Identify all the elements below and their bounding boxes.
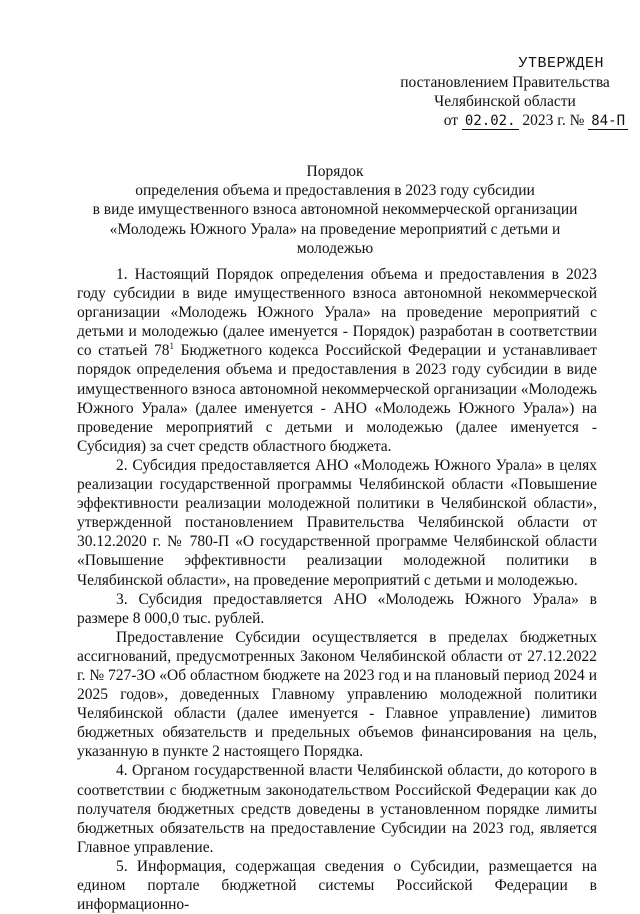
approval-year-label: 2023 г. № [522,112,585,129]
paragraph-1-part-b: Бюджетного кодекса Российской Федерации и устанавливает порядок определения объема и предоставления в 2023 году субсидии в виде имущественного взноса автономной некоммерческой организации «Молодежь Южного Урала» (далее именуется - АНО «Молодежь Южного Урала») на проведение мероприятий с детьми и молодежью (далее именуется - Субсидия) за счет средств областного бюджета. [77,342,598,455]
approval-line-1: постановлением Правительства [400,74,610,91]
title-line-2: определения объема и предоставления в 2023 году субсидии [135,182,535,200]
approval-from-label: от [443,112,459,129]
approval-date-line [380,111,630,130]
paragraph-4: 4. Органом государственной власти Челябинской области, до которого в соответствии с бюджетным законодательством Российской Федерации как до получателя бюджетных средств доведены в установленном порядке лимиты бюджетных обязательств на предоставление Субсидии на 2023 год, является Главное управление. [77,762,597,856]
title-line-3: в виде имущественного взноса автономной некоммерческой организации [92,201,578,219]
paragraph-1-part-a: 1. Настоящий Порядок определения объема и предоставления в 2023 году субсидии в виде имущественного взноса автономной некоммерческой организации «Молодежь Южного Урала» на проведение мероприятий с детьми и молодежью (далее именуется - Порядок) разработан в соответствии со статьей 78 [77,266,597,360]
title-line-1: Порядок [306,163,364,180]
paragraph-3: 3. Субсидия предоставляется АНО «Молодежь Южного Урала» в размере 8 000,0 тыс. рублей. [77,590,597,627]
approval-number: 84-П [588,113,628,130]
paragraph-1 [77,265,597,456]
document-body [77,265,597,914]
paragraph-3-continued: Предоставление Субсидии осуществляется в пределах бюджетных ассигнований, предусмотренных Законом Челябинской области от 27.12.2022 г. № 727-ЗО «Об областном бюджете на 2023 год и на плановый период 2024 и 2025 годов», доведенных Главному управлению молодежной политики Челябинской области (далее именуется - Главное управление) лимитов бюджетных обязательств и предельных объемов финансирования на цель, указанную в пункте 2 настоящего Порядка. [77,628,597,761]
approval-heading: УТВЕРЖДЕН [518,55,604,72]
document-title [90,162,580,258]
paragraph-5: 5. Информация, содержащая сведения о Субсидии, размещается на едином портале бюджетной системы Российской Федерации в информационно- [77,857,597,914]
title-line-4: «Молодежь Южного Урала» на проведение мероприятий с детьми и [109,220,561,238]
paragraph-2: 2. Субсидия предоставляется АНО «Молодежь Южного Урала» в целях реализации государственной программы Челябинской области «Повышение эффективности реализации молодежной политики в Челябинской области», утвержденной постановлением Правительства Челябинской области от 30.12.2020 г. № 780-П «О государственной программе Челябинской области «Повышение эффективности реализации молодежной политики в Челябинской области», на проведение мероприятий с детьми и молодежью. [77,456,597,589]
paragraph-1-superscript: 1 [169,341,175,352]
title-line-5: молодежью [296,239,374,257]
approval-line-2: Челябинской области [434,93,576,110]
approval-date: 02.02. [462,113,519,130]
approval-stamp [380,54,630,130]
